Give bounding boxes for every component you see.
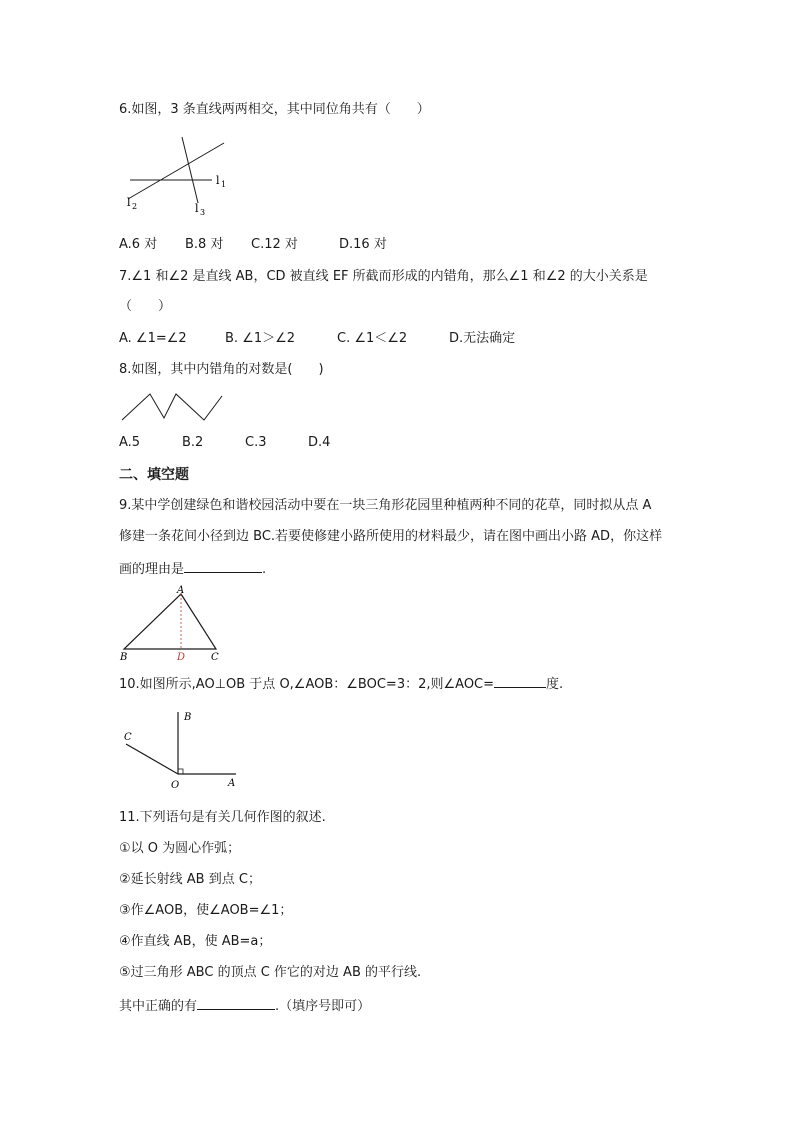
q6-option-d[interactable]: D.16 对: [339, 237, 387, 252]
q7-options: [119, 330, 515, 348]
q11-item-2: ②延长射线 AB 到点 C；: [119, 872, 261, 887]
q9-line3-pre: 画的理由是: [119, 562, 185, 577]
section-title: 二、填空题: [119, 467, 189, 483]
q11-stem: 11.下列语句是有关几何作图的叙述.: [119, 810, 326, 825]
q8-option-a[interactable]: A.5: [119, 435, 141, 450]
q9-line1: 9.某中学创建绿色和谐校园活动中要在一块三角形花园里种植两种不同的花草，同时拟从点 A: [119, 498, 652, 513]
label-c: C: [211, 652, 219, 663]
q6-figure: [120, 133, 240, 219]
q11-item-4: ④作直线 AB，使 AB=a；: [119, 934, 272, 949]
q9-triangle-figure: [118, 584, 228, 664]
q11-answer-pre: 其中正确的有: [119, 999, 198, 1014]
q10-text-pre: 10.如图所示,AO⊥OB 于点 O,∠AOB：∠BOC=3：2,则∠AOC=: [119, 677, 495, 692]
q7-stem-line2: （ ）: [119, 299, 172, 314]
right-angle-mark: [178, 769, 183, 774]
q11-item-5: ⑤过三角形 ABC 的顶点 C 作它的对边 AB 的平行线.: [119, 965, 422, 980]
q6-option-a[interactable]: A.6 对: [119, 237, 158, 252]
label-d: D: [177, 652, 186, 663]
label-l2-sub: 2: [132, 202, 138, 211]
ray-oc: [126, 744, 178, 774]
line-l3: [182, 137, 198, 203]
q6-options: [119, 236, 387, 254]
q6-option-b[interactable]: B.8 对: [185, 237, 224, 252]
label-l1: l: [216, 174, 220, 187]
label-o: O: [171, 780, 180, 791]
q11-item-1: ①以 O 为圆心作弧；: [119, 841, 241, 856]
q11-item-3: ③作∠AOB，使∠AOB=∠1；: [119, 903, 293, 918]
q7-option-b[interactable]: B. ∠1＞∠2: [225, 331, 296, 346]
q8-option-d[interactable]: D.4: [308, 435, 331, 450]
label-l2: l: [127, 196, 131, 209]
q8-figure: [120, 390, 230, 424]
label-c: C: [124, 732, 132, 743]
q6-stem: 6.如图，3 条直线两两相交，其中同位角共有（ ）: [119, 102, 430, 117]
q8-zigzag: [122, 394, 222, 420]
label-a: A: [177, 585, 185, 596]
q9-answer-blank[interactable]: [184, 559, 262, 573]
q9-line3: [119, 559, 266, 579]
q7-stem-line1: 7.∠1 和∠2 是直线 AB，CD 被直线 EF 所截而形成的内错角，那么∠1 和∠2 的大小关系是: [119, 269, 648, 284]
q11-answer-blank[interactable]: [197, 996, 275, 1010]
line-l2: [128, 143, 227, 199]
q10-text: [119, 674, 563, 694]
label-b: B: [184, 712, 192, 723]
q8-option-b[interactable]: B.2: [182, 435, 204, 450]
q8-stem: 8.如图，其中内错角的对数是( ): [119, 362, 324, 377]
q10-text-post: 度.: [546, 677, 564, 692]
label-l1-sub: 1: [221, 180, 227, 189]
q9-line3-post: .: [262, 562, 267, 577]
q9-line2: 修建一条花间小径到边 BC.若要使修建小路所使用的材料最少，请在图中画出小路 AD，你这样: [119, 529, 663, 544]
q7-option-a[interactable]: A. ∠1=∠2: [119, 331, 187, 346]
triangle-abc: [124, 594, 216, 649]
label-l3: l: [195, 202, 199, 215]
q7-option-c[interactable]: C. ∠1＜∠2: [337, 331, 408, 346]
q8-options: [119, 434, 330, 452]
label-a: A: [228, 778, 236, 789]
q11-answer-post: .（填序号即可）: [275, 999, 371, 1014]
q11-answer-line: [119, 996, 370, 1016]
q6-option-c[interactable]: C.12 对: [251, 237, 298, 252]
q10-answer-blank[interactable]: [494, 674, 546, 688]
q7-option-d[interactable]: D.无法确定: [449, 331, 516, 346]
q8-option-c[interactable]: C.3: [245, 435, 267, 450]
q10-angle-figure: [118, 706, 248, 792]
label-l3-sub: 3: [200, 208, 206, 217]
label-b: B: [120, 652, 128, 663]
